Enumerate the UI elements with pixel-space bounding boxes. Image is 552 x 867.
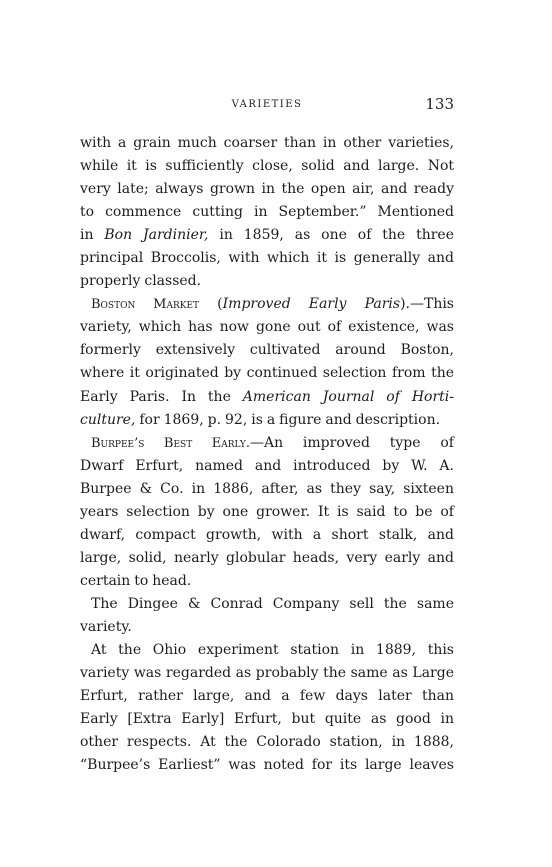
text-line: Early [Extra Early] Erfurt, but quite as good in xyxy=(80,711,454,728)
text-span: in 1859, as one of the three xyxy=(219,227,454,244)
text-line: Erfurt, rather large, and a few days later than xyxy=(80,688,454,705)
text-line: Burpee & Co. in 1886, after, as they say, sixteen xyxy=(80,480,454,497)
text-line xyxy=(80,293,454,316)
text-line: while it is sufficiently close, solid and large. Not xyxy=(80,158,454,175)
text-line: certain to head. xyxy=(80,572,192,589)
text-span: ( xyxy=(217,296,223,313)
text-line: large, solid, nearly globular heads, very early and xyxy=(80,549,454,566)
text-line: with a grain much coarser than in other varieties, xyxy=(80,135,454,151)
text-line: principal Broccolis, with which it is generally and xyxy=(80,250,454,267)
text-span: —An improved type of xyxy=(249,434,454,451)
variety-name: Boston Market xyxy=(91,297,200,313)
text-line: “Burpee’s Earliest” was noted for its large leaves xyxy=(80,757,454,774)
italic-title: American Journal of Horti- xyxy=(242,388,454,405)
text-span: ).—This xyxy=(400,296,454,313)
text-line: dwarf, compact growth, with a short stalk, and xyxy=(80,526,454,543)
text-line: years selection by one grower. It is said to be of xyxy=(80,503,454,520)
text-line: variety was regarded as probably the same as Large xyxy=(80,665,454,682)
text-line xyxy=(80,224,454,247)
text-line: very late; always grown in the open air, and ready xyxy=(80,181,454,198)
text-span: Early Paris. In the xyxy=(80,388,231,405)
italic-title: culture, xyxy=(80,411,136,428)
body-text xyxy=(80,132,454,777)
text-line: to commence cutting in September.” Mentioned xyxy=(80,204,454,221)
running-title: VARIETIES xyxy=(231,99,303,110)
text-line: At the Ohio experiment station in 1889, this xyxy=(91,642,454,659)
text-line xyxy=(80,409,454,432)
page-number: 133 xyxy=(425,95,454,113)
italic-synonym: Improved Early Paris xyxy=(222,296,401,313)
text-line xyxy=(80,432,454,455)
variety-name: Burpee’s Best Early. xyxy=(91,435,250,451)
text-line: formerly extensively cultivated around Boston, xyxy=(80,342,454,359)
text-span: in xyxy=(80,227,94,244)
text-line: The Dingee & Conrad Company sell the same xyxy=(91,595,454,612)
text-line: Dwarf Erfurt, named and introduced by W. A. xyxy=(80,457,454,474)
text-line xyxy=(80,386,454,409)
text-span: for 1869, p. 92, is a figure and description. xyxy=(139,411,441,428)
text-line: where it originated by continued selection from the xyxy=(80,365,454,382)
italic-title: Bon Jardinier, xyxy=(104,227,209,244)
running-head xyxy=(80,95,454,115)
text-line: other respects. At the Colorado station, in 1888, xyxy=(80,734,454,751)
text-line: properly classed. xyxy=(80,273,202,290)
text-line: variety. xyxy=(80,618,132,635)
text-line: variety, which has now gone out of existence, was xyxy=(80,319,454,336)
